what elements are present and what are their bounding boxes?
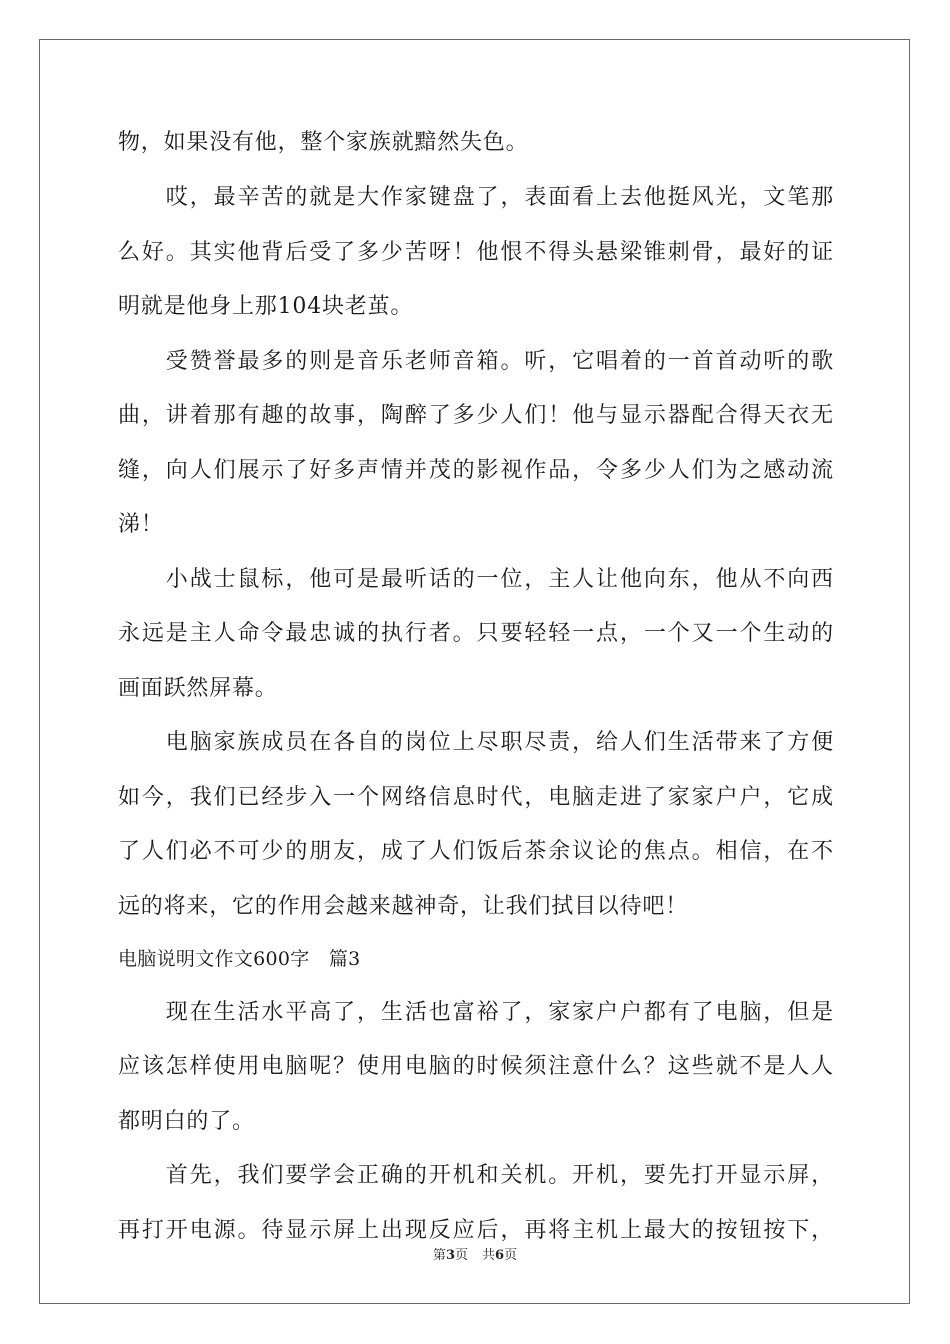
text-line: 涕！ <box>118 512 164 537</box>
text-line: 物，如果没有他，整个家族就黯然失色。 <box>118 130 529 155</box>
section-heading: 电脑说明文作文600字 篇3 <box>118 948 361 970</box>
text-line: 首先，我们要学会正确的开机和关机。开机，要先打开显示屏， <box>118 1163 834 1188</box>
text-line: 现在生活水平高了，生活也富裕了，家家户户都有了电脑，但是 <box>118 1000 834 1025</box>
text-line: 远的将来，它的作用会越来越神奇，让我们拭目以待吧！ <box>118 894 689 919</box>
text-line: 应该怎样使用电脑呢？使用电脑的时候须注意什么？这些就不是人人 <box>118 1054 834 1079</box>
text-line: 再打开电源。待显示屏上出现反应后，再将主机上最大的按钮按下， <box>118 1218 834 1243</box>
text-line: 如今，我们已经步入一个网络信息时代，电脑走进了家家户户，它成 <box>118 785 834 810</box>
text-line: 哎，最辛苦的就是大作家键盘了，表面看上去他挺风光，文笔那 <box>118 185 834 210</box>
text-line: 永远是主人命令最忠诚的执行者。只要轻轻一点，一个又一个生动的 <box>118 621 834 646</box>
page-total: 共6页 <box>482 1248 518 1263</box>
text-line: 曲，讲着那有趣的故事，陶醉了多少人们！他与显示器配合得天衣无 <box>118 403 834 428</box>
text-line: 明就是他身上那104块老茧。 <box>118 294 414 319</box>
text-line: 了人们必不可少的朋友，成了人们饭后茶余议论的焦点。相信，在不 <box>118 839 834 864</box>
text-line: 小战士鼠标，他可是最听话的一位，主人让他向东，他从不向西 <box>118 567 834 592</box>
text-line: 缝，向人们展示了好多声情并茂的影视作品，令多少人们为之感动流 <box>118 458 834 483</box>
text-line: 都明白的了。 <box>118 1109 255 1134</box>
text-line: 电脑家族成员在各自的岗位上尽职尽责，给人们生活带来了方便 <box>118 730 834 755</box>
page-footer <box>0 1247 950 1265</box>
text-line: 么好。其实他背后受了多少苦呀！他恨不得头悬梁锥刺骨，最好的证 <box>118 240 834 265</box>
text-line: 受赞誉最多的则是音乐老师音箱。听，它唱着的一首首动听的歌 <box>118 349 834 374</box>
page-number: 第3页 <box>432 1248 468 1263</box>
text-line: 画面跃然屏幕。 <box>118 676 278 701</box>
